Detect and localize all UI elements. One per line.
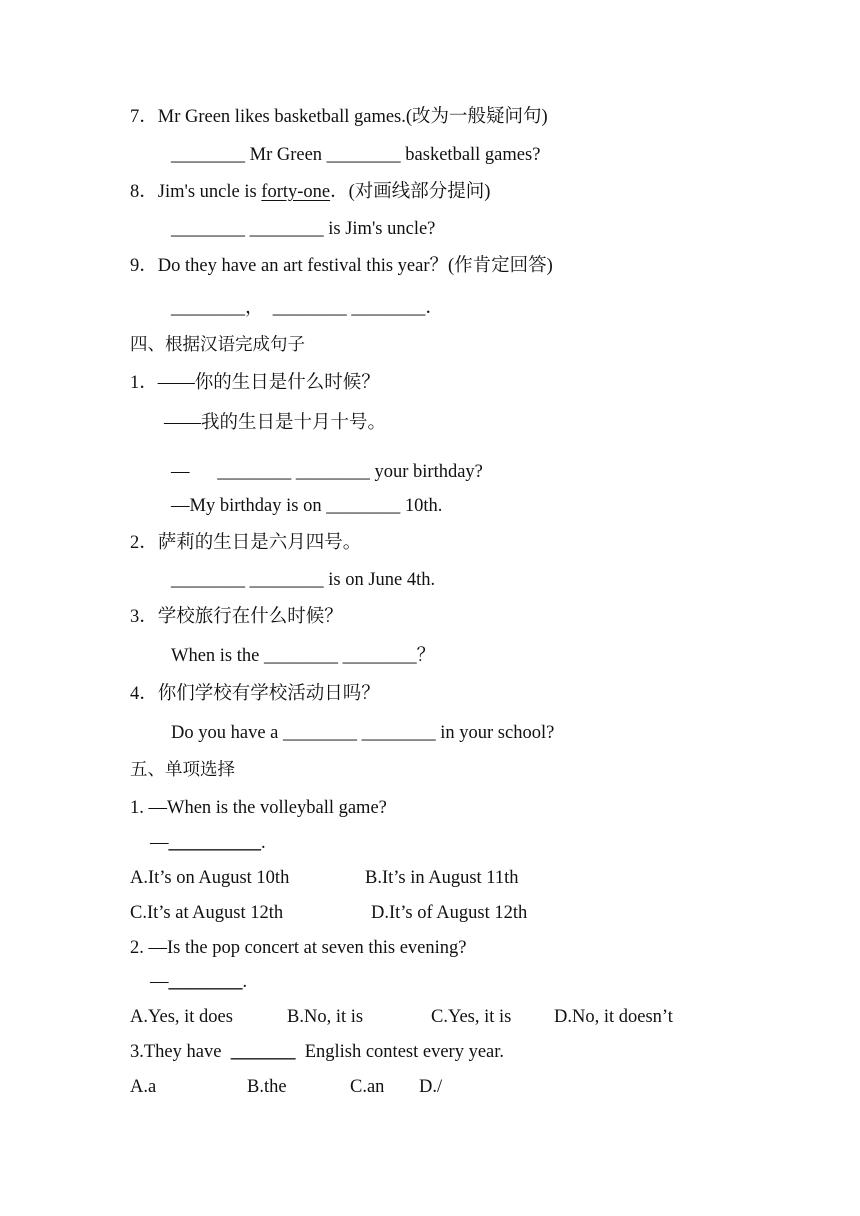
part4-q1-prompt: 1．——你的生日是什么时候？	[130, 373, 380, 393]
part5-q1-dash: —	[150, 833, 169, 853]
part5-q2-option-d: D.No, it doesn’t	[554, 1007, 673, 1027]
part5-q3-blank: _______	[230, 1042, 296, 1062]
part5-q2-dash: —	[150, 972, 169, 992]
part5-q2-blank: ________	[168, 972, 243, 992]
part5-q3-option-a: A.a	[130, 1077, 157, 1097]
question-8-post: ．(对画线部分提问)	[330, 182, 491, 202]
part4-q4-prompt: 4．你们学校有学校活动日吗？	[130, 684, 380, 704]
part5-q1-option-c: C.It’s at August 12th	[130, 903, 284, 923]
question-8	[130, 180, 490, 204]
part5-q1-option-d: D.It’s of August 12th	[371, 903, 528, 923]
part5-q2-stem: 2. —Is the pop concert at seven this evening?	[130, 938, 467, 958]
part4-q4-answer-line: Do you have a ________ ________ in your school?	[171, 723, 555, 743]
question-8-pre: 8．Jim's uncle is	[130, 182, 262, 202]
part5-q2-option-c: C.Yes, it is	[431, 1007, 512, 1027]
part5-q3-stem	[130, 1040, 504, 1064]
part5-q1-answer-line	[150, 831, 266, 855]
part5-q1-blank: __________	[168, 833, 261, 853]
part4-heading: 四、根据汉语完成句子	[130, 335, 305, 355]
part4-q2-prompt: 2．萨莉的生日是六月四号。	[130, 533, 362, 553]
part5-q3-option-b: B.the	[247, 1077, 287, 1097]
part5-q1-end: .	[261, 833, 266, 853]
question-8-answer-line: ________ ________ is Jim's uncle?	[171, 219, 436, 239]
part5-q3-option-c: C.an	[350, 1077, 385, 1097]
part4-q3-prompt: 3．学校旅行在什么时候？	[130, 607, 343, 627]
part4-q1-answer-line-2: —My birthday is on ________ 10th.	[171, 496, 443, 516]
part5-q1-option-a: A.It’s on August 10th	[130, 868, 290, 888]
part5-q1-option-b: B.It’s in August 11th	[365, 868, 519, 888]
question-7: 7．Mr Green likes basketball games.(改为一般疑问句)	[130, 107, 548, 127]
part5-q1-stem: 1. —When is the volleyball game?	[130, 798, 387, 818]
part4-q2-answer-line: ________ ________ is on June 4th.	[171, 570, 436, 590]
part5-q3-stem-pre: 3.They have	[130, 1042, 231, 1062]
part5-q3-option-d: D./	[419, 1077, 443, 1097]
question-9: 9．Do they have an art festival this year？(作肯定回答)	[130, 256, 553, 276]
part4-q3-answer-line: When is the ________ ________？	[171, 646, 436, 666]
part5-q2-option-a: A.Yes, it does	[130, 1007, 233, 1027]
part5-q2-option-b: B.No, it is	[287, 1007, 364, 1027]
part5-q3-stem-post: English contest every year.	[295, 1042, 505, 1062]
part4-q1-reply: ——我的生日是十月十号。	[164, 413, 387, 433]
question-7-answer-line: ________ Mr Green ________ basketball games?	[171, 145, 541, 165]
question-8-underlined: forty-one	[261, 182, 331, 202]
part5-q2-answer-line	[150, 970, 247, 994]
part4-q1-answer-line: — ________ ________ your birthday?	[171, 462, 483, 482]
part5-heading: 五、单项选择	[130, 760, 235, 780]
question-9-answer-line: ________， ________ ________．	[171, 298, 444, 318]
part5-q2-end: .	[242, 972, 248, 992]
